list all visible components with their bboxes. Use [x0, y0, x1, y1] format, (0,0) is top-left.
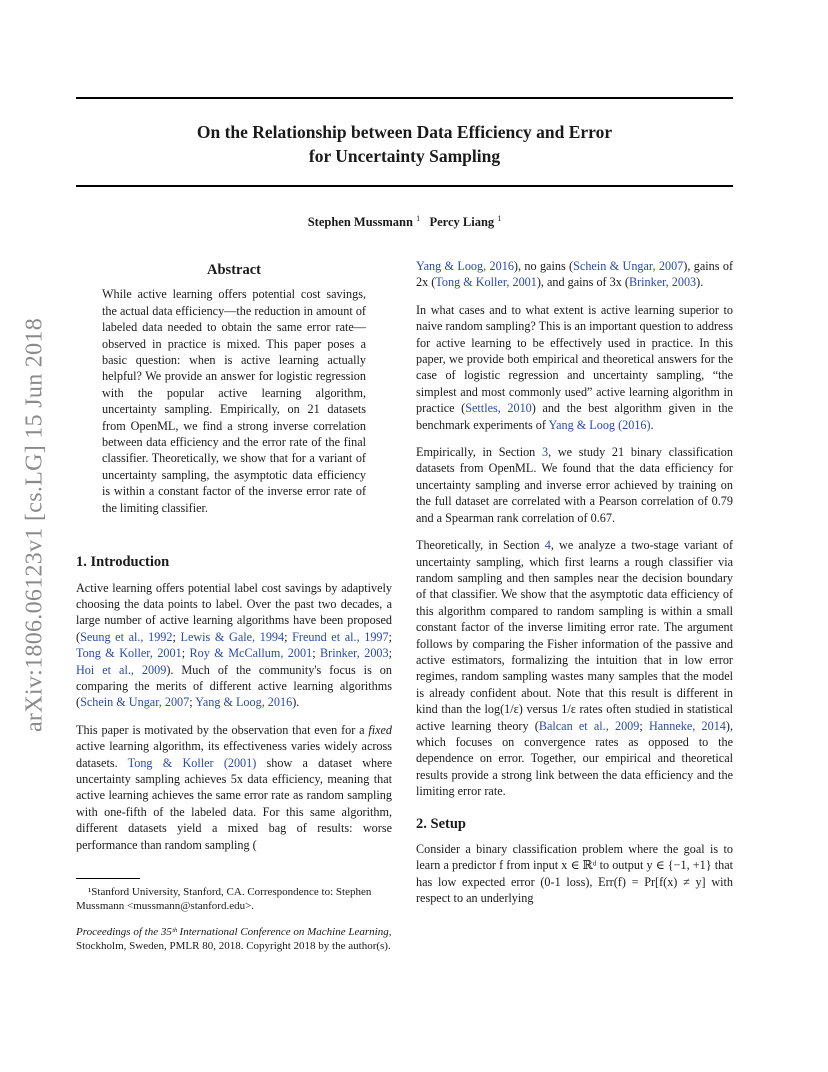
citation-link[interactable]: Roy & McCallum, 2001	[189, 646, 313, 661]
arxiv-identifier: arXiv:1806.06123v1 [cs.LG] 15 Jun 2018	[21, 317, 48, 733]
citation-link[interactable]: Hoi et al., 2009	[76, 662, 167, 677]
citation-link[interactable]: Settles, 2010	[465, 401, 532, 416]
left-column	[76, 258, 392, 864]
title-line-2: for Uncertainty Sampling	[308, 146, 501, 166]
citation-link[interactable]: Yang & Loog, 2016	[416, 259, 514, 273]
citation-link[interactable]: Tong & Koller, 2001	[435, 275, 537, 290]
citation-link[interactable]: Balcan et al., 2009	[538, 718, 640, 733]
right-column	[416, 258, 733, 918]
paper-title	[76, 120, 733, 168]
citation-link[interactable]: Hanneke, 2014	[648, 718, 726, 733]
author-affiliation: 1	[416, 214, 421, 223]
setup-paragraph-1: Consider a binary classification problem where the goal is to learn a predictor f from input x ∈ ℝᵈ to output y ∈ {−1, +1} that has low expected error (0-1 loss), Err(f) = Pr[f(x) ≠ y] with respect to an underlying	[416, 842, 733, 906]
introduction-heading: 1. Introduction	[76, 554, 170, 571]
author-list	[76, 214, 733, 230]
arxiv-stamp	[20, 290, 50, 760]
title-line-1: On the Relationship between Data Efficiency and Error	[196, 122, 613, 142]
intro-paragraph-4: Empirically, in Section 3, we study 21 binary classification datasets from OpenML. We found that the data efficiency for uncertainty sampling and inverse error achieved by training on the full dataset are correlated with a Pearson correlation of 0.79 and a Spearman rank correlation of 0.67.	[416, 445, 733, 525]
footnotes	[76, 878, 392, 953]
intro-paragraph-1: Active learning offers potential label cost savings by adaptively choosing the data points to label. Over the past two decades, a large number of active learning algorithms have been proposed (Seung et al., 1992; Lewis & Gale, 1994; Freund et al., 1997; Tong & Koller, 2001; Roy & McCallum, 2001; Brinker, 2003; Hoi et al., 2009). Much of the community's focus is on comparing the merits of different active learning algorithms (Schein & Ungar, 2007; Yang & Loog, 2016).	[76, 580, 393, 710]
author-name: Percy Liang	[429, 215, 495, 230]
section-reference-link[interactable]: 3	[542, 445, 549, 460]
citation-link[interactable]: Schein & Ungar, 2007	[80, 695, 190, 710]
citation-link[interactable]: Brinker, 2003	[320, 646, 389, 661]
abstract-heading: Abstract	[207, 262, 261, 278]
intro-paragraph-5: Theoretically, in Section 4, we analyze a two-stage variant of uncertainty sampling, which first learns a rough classifier via random sampling and then samples near the decision boundary of that classifier. We show that the asymptotic data efficiency of this algorithm compared to random sampling is within a small constant factor of the inverse limiting error rate. The argument follows by comparing the Fisher information of the passive and active estimators, formalizing the intuition that in low error regimes, random sampling wastes many samples that the model is already confident about. Note that this result is different in kind than the log(1/ε) versus 1/ε rates often studied in statistical active learning theory (Balcan et al., 2009; Hanneke, 2014), which focuses on convergence rates as opposed to the dependence on error. Together, our empirical and theoretical results provide a strong link between the data efficiency and the limiting error rate.	[416, 538, 734, 799]
top-rule	[76, 97, 733, 99]
abstract-text: While active learning offers potential cost savings, the actual data efficiency—the reduction in amount of labeled data needed to obtain the same error rate—observed in practice is mixed. This paper poses a basic question: when is active learning actually helpful? We provide an answer for logistic regression with the popular active learning algorithm, uncertainty sampling. Empirically, on 21 datasets from OpenML, we find a strong inverse correlation between data efficiency and the error rate of the final classifier. Theoretically, we show that for a variant of uncertainty sampling, the asymptotic data efficiency is within a constant factor of the inverse error rate of the limiting classifier.	[102, 287, 366, 515]
setup-heading: 2. Setup	[416, 815, 466, 832]
citation-link[interactable]: Seung et al., 1992	[80, 629, 173, 644]
intro-paragraph-2: This paper is motivated by the observation that even for a fixed active learning algorithm, its effectiveness varies widely across datasets. Tong & Koller (2001) show a dataset where uncertainty sampling achieves 5x data efficiency, meaning that active learning achieves the same error rate as random sampling with one-fifth of the labeled data. For this same algorithm, different datasets yield a mixed bag of results: worse performance than random sampling (	[76, 722, 392, 852]
footnote-proceedings: Proceedings of the 35ᵗʰ International Conference on Machine Learning, Stockholm, Sweden, PMLR 80, 2018. Copyright 2018 by the author(s).	[76, 926, 392, 952]
citation-link[interactable]: Lewis & Gale, 1994	[180, 629, 285, 644]
footnote-affiliation: ¹Stanford University, Stanford, CA. Correspondence to: Stephen Mussmann <mussmann@stanford.edu>.	[76, 886, 372, 912]
citation-link[interactable]: Yang & Loog (2016)	[548, 417, 651, 432]
citation-link[interactable]: Brinker, 2003	[628, 275, 697, 290]
author-name: Stephen Mussmann	[307, 215, 413, 230]
citation-link[interactable]: Freund et al., 1997	[292, 629, 389, 644]
citation-link[interactable]: Schein & Ungar, 2007	[573, 259, 684, 273]
section-reference-link[interactable]: 4	[544, 538, 551, 553]
intro-paragraph-3: In what cases and to what extent is active learning superior to naive random sampling? This is an important question to address for active learning to be effectively used in practice. In this paper, we provide both empirical and theoretical answers for the case of logistic regression and uncertainty sampling, “the simplest and most commonly used” active learning algorithm in practice (Settles, 2010) and the best algorithm given in the benchmark experiments of Yang & Loog (2016).	[416, 302, 734, 432]
citation-link[interactable]: Yang & Loog, 2016	[195, 695, 293, 710]
citation-link[interactable]: Tong & Koller (2001)	[127, 755, 257, 770]
footnote-rule	[76, 878, 140, 879]
intro-paragraph-2-continued: Yang & Loog, 2016), no gains (Schein & Ungar, 2007), gains of 2x (Tong & Koller, 2001), and gains of 3x (Brinker, 2003).	[416, 259, 734, 290]
citation-link[interactable]: Tong & Koller, 2001	[76, 646, 182, 661]
author-affiliation: 1	[497, 214, 502, 223]
title-bottom-rule	[76, 185, 733, 187]
